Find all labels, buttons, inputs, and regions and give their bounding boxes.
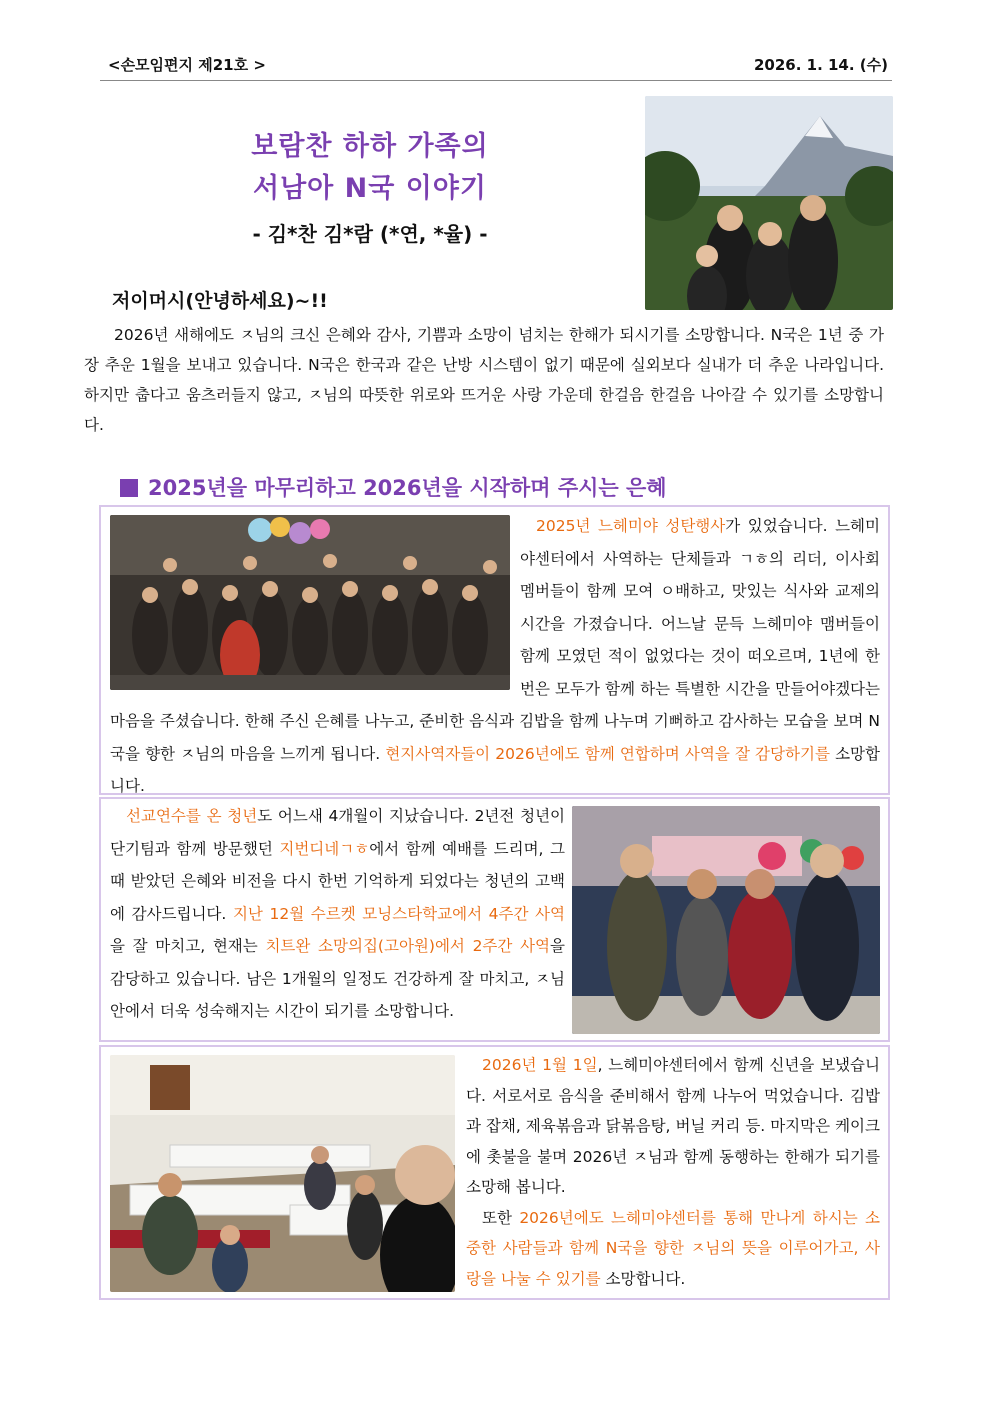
new-year-para-1: [466, 1050, 880, 1203]
section-heading: [120, 472, 667, 502]
letter-issue-label: <손모임편지 제21호 >: [108, 56, 266, 74]
training-highlight-3: 지난 12월 수르켓 모닝스타학교에서 4주간 사역: [232, 904, 565, 923]
indent: [466, 1056, 482, 1074]
christmas-event-highlight-2: 현지사역자들이 2026년에도 함께 연합하며 사역을 잘 감당하기를: [385, 744, 830, 763]
new-year-body-2: 또한: [482, 1208, 520, 1227]
christmas-event-body: 가 있었습니다. 느헤미야센터에서 사역하는 단체들과 ㄱㅎ의 리더, 이사회 멤버들이 함께 모여 ㅇ배하고, 맛있는 식사와 교제의 시간을 가졌습니다. 어느날 문득 느헤미야 맴버들이 함께 모였던 적이 없었다는 것이 떠오르며, 1년에 한번은 모두가 함께 하는 특별한 시간을 만들어야겠다는 마음을 주셨습니다. 한해 주신 은혜를 나누고, 준비한 음식과 김밥을 함께 나누며 기뻐하고 감사하는 모습을 보며 N국을 향한 ㅈ님의 마음을 느끼게 됩니다.: [110, 517, 880, 763]
new-year-text: [466, 1050, 880, 1294]
section-heading-text: 2025년을 마무리하고 2026년을 시작하며 주시는 은혜: [148, 476, 667, 500]
header-divider: [100, 80, 892, 81]
page-subtitle: - 김*찬 김*람 (*연, *율) -: [252, 222, 488, 246]
new-year-closing: 소망합니다.: [600, 1269, 686, 1288]
new-year-highlight-2: 2026년에도 느헤미야센터를 통해 만나게 하시는 소중한 사람들과 함께 N국을 향한 ㅈ님의 뜻을 이루어가고, 사랑을 나눌 수 있기를: [466, 1208, 881, 1288]
training-body-4: 을 감당하고 있습니다. 남은 1개월의 일정도 건강하게 잘 마치고, ㅈ님 안에서 더욱 성숙해지는 시간이 되기를 소망합니다.: [110, 937, 565, 1020]
photo-spacer: [110, 510, 520, 690]
training-body-2: 에서 함께 예배를 드리며, 그때 받았던 은혜와 비전을 다시 한번 기억하게 되었다는 청년의 고백에 감사드립니다.: [110, 839, 565, 923]
indent: [520, 517, 536, 535]
christmas-event-text: [110, 510, 880, 803]
christmas-event-highlight: 2025년 느헤미야 성탄행사: [536, 517, 726, 535]
training-body-3: 을 잘 마치고, 현재는: [110, 937, 266, 955]
family-photo: [645, 96, 893, 310]
intro-paragraph: 2026년 새해에도 ㅈ님의 크신 은혜와 감사, 기쁨과 소망이 넘치는 한해가 되시기를 소망합니다. N국은 1년 중 가장 추운 1월을 보내고 있습니다. N국은 한국과 같은 난방 시스템이 없기 때문에 실외보다 실내가 더 추운 나라입니다. 하지만 춥다고 움츠러들지 않고, ㅈ님의 따뜻한 위로와 뜨거운 사랑 가운데 한걸음 한걸음 나아갈 수 있기를 소망합니다.: [84, 326, 884, 434]
indent: [466, 1209, 482, 1227]
greeting: 저이머시(안녕하세요)~!!: [112, 290, 328, 312]
new-year-highlight-1: 2026년 1월 1일: [482, 1056, 598, 1074]
page-title-line2: 서남아 N국 이야기: [253, 173, 487, 204]
training-highlight-2: 지번디네ㄱㅎ: [279, 839, 370, 858]
new-year-gathering-photo: [110, 1055, 455, 1292]
training-youth-photo: [572, 806, 880, 1034]
christmas-event-closing: 소망합니다.: [110, 744, 880, 795]
training-highlight-1: 선교연수를 온 청년: [126, 807, 258, 825]
square-bullet-icon: [120, 479, 138, 497]
new-year-para-2: [466, 1203, 880, 1295]
missionary-training-text: [110, 800, 565, 1028]
training-body-1: 도 어느새 4개월이 지났습니다. 2년전 청년이 단기팀과 함께 방문했던: [110, 807, 566, 858]
page-title-line1: 보람찬 하하 가족의: [251, 131, 489, 162]
letter-date: 2026. 1. 14. (수): [753, 56, 888, 74]
new-year-body-1: , 느헤미야센터에서 함께 신년을 보냈습니다. 서로서로 음식을 준비해서 함께 나누어 먹었습니다. 김밥과 잡채, 제육볶음과 닭볶음탕, 버닐 커리 등. 마지막은 케이크에 촛불을 불며 2026년 ㅈ님과 함께 동행하는 한해가 되기를 소망해 봅니다.: [466, 1056, 880, 1196]
indent: [110, 807, 126, 825]
training-highlight-4: 치트완 소망의집(고아원)에서 2주간 사역: [265, 937, 551, 955]
